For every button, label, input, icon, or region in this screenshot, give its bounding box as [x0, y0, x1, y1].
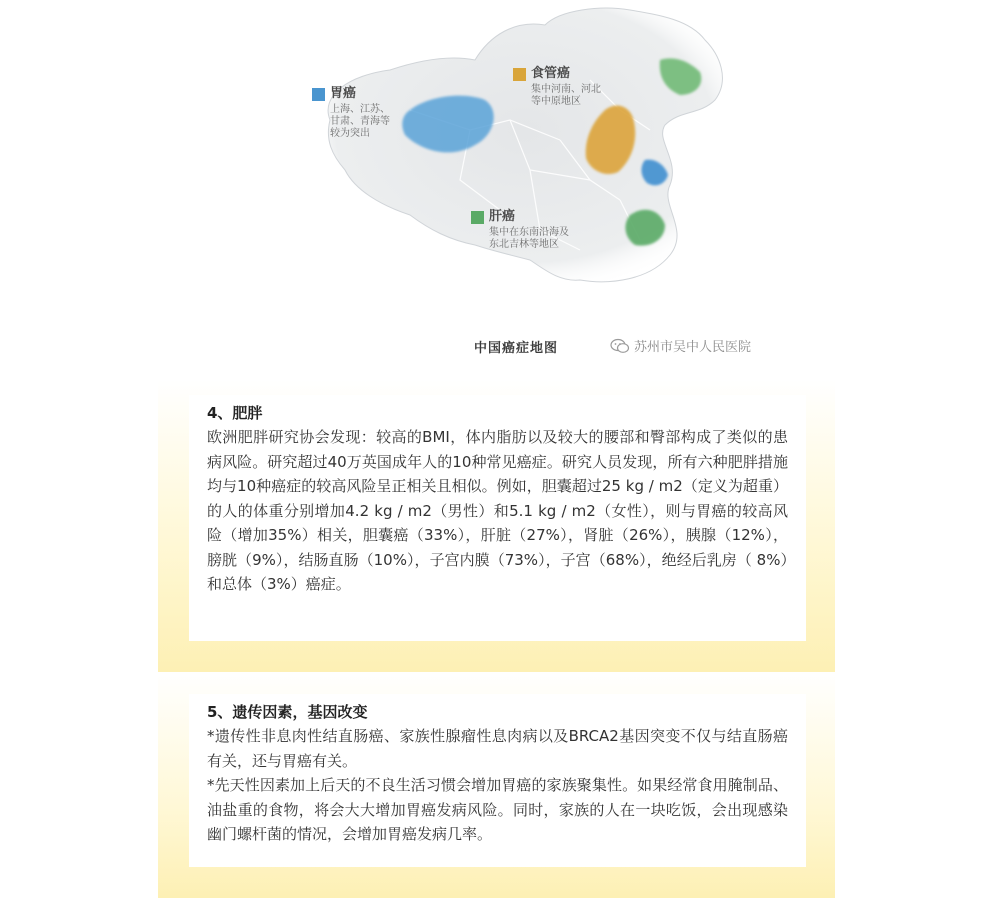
section-4-panel — [158, 380, 835, 672]
section-4-card — [189, 395, 806, 641]
section-heading: 4、肥胖 — [207, 404, 263, 422]
map-caption: 中国癌症地图 — [474, 341, 559, 356]
legend-title: 胃癌 — [330, 86, 357, 101]
legend-swatch-green — [471, 211, 484, 224]
legend-description: 集中在东南沿海及 东北吉林等地区 — [489, 227, 569, 250]
legend-swatch-blue — [312, 88, 325, 101]
section-5-panel — [158, 672, 835, 898]
legend-liver-cancer — [471, 209, 569, 251]
section-body — [207, 425, 788, 597]
section-5-card — [189, 694, 806, 867]
legend-title: 肝癌 — [489, 209, 516, 224]
china-map-illustration — [260, 0, 760, 300]
china-cancer-map-figure — [0, 0, 1000, 375]
legend-title: 食管癌 — [531, 66, 571, 81]
section-body — [207, 724, 788, 847]
legend-description: 集中河南、河北 等中原地区 — [531, 84, 601, 107]
legend-esophageal-cancer — [513, 66, 601, 108]
legend-swatch-orange — [513, 68, 526, 81]
legend-description: 上海、江苏、 甘肃、青海等 较为突出 — [330, 104, 390, 139]
section-heading: 5、遗传因素，基因改变 — [207, 703, 368, 721]
wechat-icon — [610, 338, 630, 354]
section-paragraph: 欧洲肥胖研究协会发现：较高的BMI，体内脂肪以及较大的腰部和臀部构成了类似的患病风险。研究超过40万英国成年人的10种常见癌症。研究人员发现，所有六种肥胖措施均与10种癌症的较高风险呈正相关且相似。例如，胆囊超过25 kg / m2（定义为超重）的人的体重分别增加4.2 kg / m2（男性）和5.1 kg / m2（女性），则与胃癌的较高风险（增加35%）相关，胆囊癌（33%），肝脏（27%），肾脏（26%），胰腺（12%），膀胱（9%），结肠直肠（10%），子宫内膜（73%），子宫（68%），绝经后乳房（ 8%）和总体（3%）癌症。 — [207, 428, 788, 593]
watermark-text: 苏州市吴中人民医院 — [634, 340, 752, 355]
section-paragraph: *遗传性非息肉性结直肠癌、家族性腺瘤性息肉病以及BRCA2基因突变不仅与结直肠癌有关，还与胃癌有关。 — [207, 727, 788, 770]
section-paragraph: *先天性因素加上后天的不良生活习惯会增加胃癌的家族聚集性。如果经常食用腌制品、油盐重的食物，将会大大增加胃癌发病风险。同时，家族的人在一块吃饭，会出现感染幽门螺杆菌的情况，会增加胃癌发病几率。 — [207, 776, 788, 843]
legend-stomach-cancer — [312, 86, 390, 140]
map-watermark — [610, 336, 751, 355]
